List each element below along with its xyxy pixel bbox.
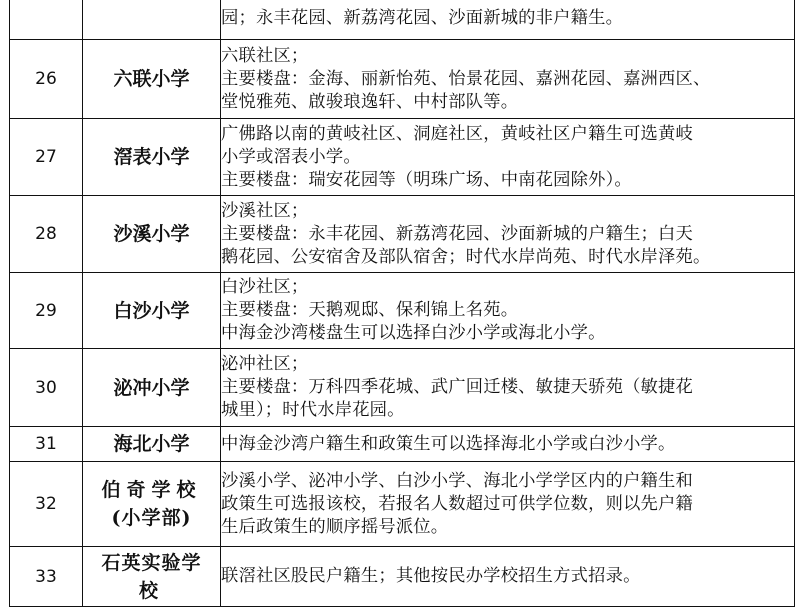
school-name: 海北小学: [83, 427, 221, 462]
school-name: 泌冲小学: [83, 349, 221, 427]
row-number: 30: [10, 349, 83, 427]
description-line: 白沙社区；: [221, 277, 309, 297]
district-description: [221, 547, 795, 607]
description-line: 广佛路以南的黄岐社区、洞庭社区，黄岐社区户籍生可选黄岐: [221, 123, 693, 144]
description-line: 联滘社区股民户籍生；其他按民办学校招生方式招录。: [221, 566, 641, 586]
table-row: [10, 349, 795, 427]
row-number: 26: [10, 40, 83, 119]
table-row: [10, 40, 795, 119]
description-line: 中海金沙湾户籍生和政策生可以选择海北小学或白沙小学。: [221, 433, 676, 454]
description-line: 泌冲社区；: [221, 354, 309, 374]
row-number: 33: [10, 547, 83, 607]
table-row: [10, 0, 795, 40]
row-number: 29: [10, 273, 83, 349]
description-line: 城里）；时代水岸花园。: [221, 400, 405, 420]
school-name: [83, 0, 221, 40]
description-line: 主要楼盘：金海、丽新怡苑、怡景花园、嘉洲花园、嘉洲西区、: [221, 68, 711, 89]
table-row: [10, 119, 795, 196]
school-name-line: (小学部): [111, 507, 192, 529]
district-description: [221, 462, 795, 547]
description-line: 主要楼盘：永丰花园、新荔湾花园、沙面新城的户籍生；白天: [221, 223, 693, 244]
description-line: 六联社区；: [221, 45, 309, 66]
row-number: 28: [10, 196, 83, 273]
school-name: 滘表小学: [83, 119, 221, 196]
school-name-line: 伯奇学校: [101, 479, 202, 501]
description-line: 中海金沙湾楼盘生可以选择白沙小学或海北小学。: [221, 323, 606, 343]
table-row: [10, 427, 795, 462]
description-line: 政策生可选报该校，若报名人数超过可供学位数，则以先户籍: [221, 493, 693, 514]
table-row: [10, 462, 795, 547]
description-line: 主要楼盘：瑞安花园等（明珠广场、中南花园除外）。: [221, 169, 632, 190]
table-row: [10, 273, 795, 349]
table-row: [10, 547, 795, 607]
row-number: 31: [10, 427, 83, 462]
description-line: 主要楼盘：万科四季花城、武广回迁楼、敏捷天骄苑（敏捷花: [221, 377, 693, 397]
school-name: 六联小学: [83, 40, 221, 119]
description-line: 鹅花园、公安宿舍及部队宿舍；时代水岸尚苑、时代水岸泽苑。: [221, 246, 711, 267]
district-description: [221, 0, 795, 40]
table-row: [10, 196, 795, 273]
description-line: 主要楼盘：天鹅观邸、保利锦上名苑。: [221, 300, 519, 320]
description-line: 园；永丰花园、新荔湾花园、沙面新城的非户籍生。: [221, 8, 624, 28]
school-name: 白沙小学: [83, 273, 221, 349]
school-name-line: 校: [138, 579, 164, 602]
description-line: 沙溪小学、泌冲小学、白沙小学、海北小学学区内的户籍生和: [221, 470, 693, 491]
description-line: 小学或滘表小学。: [221, 146, 361, 167]
district-description: [221, 349, 795, 427]
row-number: [10, 0, 83, 40]
school-name: [83, 547, 221, 607]
row-number: 27: [10, 119, 83, 196]
school-name-line: 石英实验学: [101, 551, 202, 574]
school-name: 沙溪小学: [83, 196, 221, 273]
school-district-table: [9, 0, 795, 607]
description-line: 堂悦雅苑、啟骏琅逸轩、中村部队等。: [221, 91, 519, 112]
description-line: 生后政策生的顺序摇号派位。: [221, 516, 449, 537]
row-number: 32: [10, 462, 83, 547]
district-description: [221, 40, 795, 119]
description-line: 沙溪社区；: [221, 200, 309, 221]
district-description: [221, 273, 795, 349]
district-description: [221, 196, 795, 273]
district-description: [221, 119, 795, 196]
district-description: [221, 427, 795, 462]
school-name: [83, 462, 221, 547]
